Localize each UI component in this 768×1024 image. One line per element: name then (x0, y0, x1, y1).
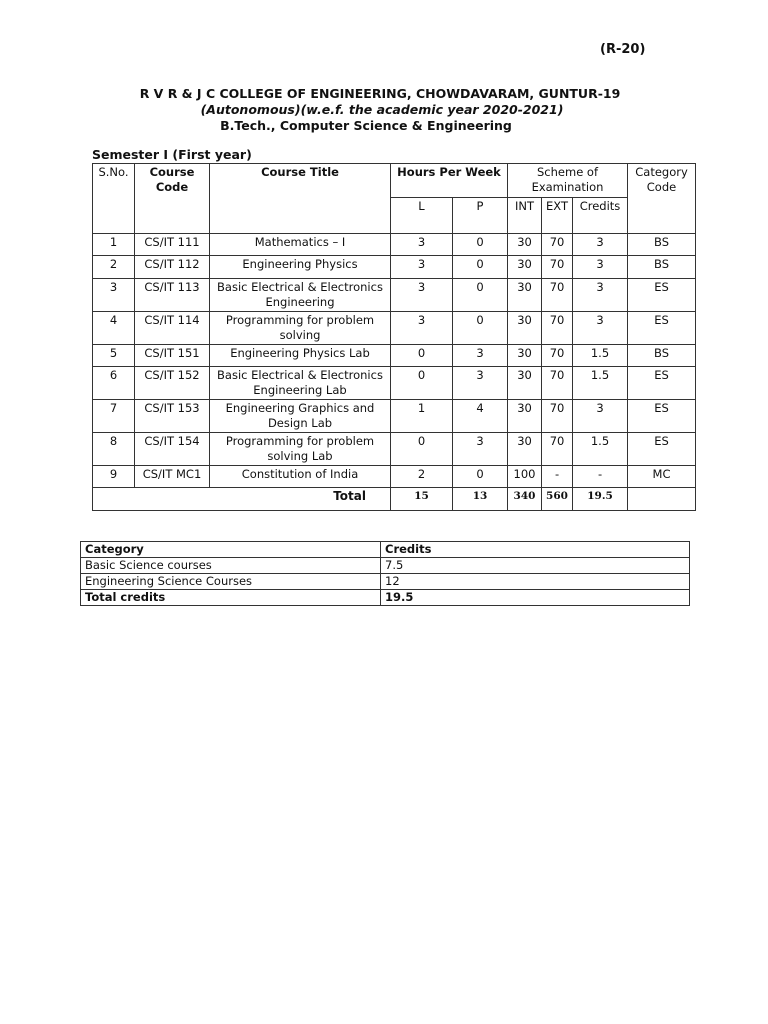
cell-p: 0 (453, 234, 508, 256)
total-ext: 560 (542, 488, 573, 511)
cell-p: 3 (453, 367, 508, 400)
cell-credits: 3 (573, 279, 628, 312)
summary-row (81, 574, 690, 590)
summary-category: Engineering Science Courses (81, 574, 381, 590)
cell-category: MC (628, 466, 696, 488)
cell-credits: 1.5 (573, 367, 628, 400)
table-row (93, 312, 696, 345)
course-table (92, 163, 696, 511)
cell-code: CS/IT 114 (135, 312, 210, 345)
credits-summary-table (80, 541, 690, 606)
cell-int: 30 (508, 234, 542, 256)
summary-header-category: Category (81, 542, 381, 558)
summary-row (81, 558, 690, 574)
cell-title: Engineering Physics Lab (210, 345, 391, 367)
cell-code: CS/IT 152 (135, 367, 210, 400)
cell-category: ES (628, 312, 696, 345)
cell-l: 2 (391, 466, 453, 488)
cell-category: ES (628, 367, 696, 400)
summary-header-credits: Credits (381, 542, 690, 558)
cell-p: 3 (453, 433, 508, 466)
summary-credits: 7.5 (381, 558, 690, 574)
total-category (628, 488, 696, 511)
cell-code: CS/IT 112 (135, 256, 210, 279)
cell-ext: 70 (542, 400, 573, 433)
semester-title: Semester I (First year) (92, 147, 252, 162)
total-label: Total (93, 488, 391, 511)
cell-l: 3 (391, 279, 453, 312)
cell-category: ES (628, 433, 696, 466)
table-row (93, 367, 696, 400)
cell-int: 30 (508, 279, 542, 312)
cell-p: 0 (453, 466, 508, 488)
summary-credits: 12 (381, 574, 690, 590)
cell-title: Constitution of India (210, 466, 391, 488)
header-category-code: Category Code (628, 164, 696, 234)
cell-title: Programming for problem solving (210, 312, 391, 345)
cell-sno: 9 (93, 466, 135, 488)
cell-int: 30 (508, 433, 542, 466)
summary-header-row (81, 542, 690, 558)
cell-ext: 70 (542, 345, 573, 367)
cell-l: 1 (391, 400, 453, 433)
cell-code: CS/IT 154 (135, 433, 210, 466)
cell-p: 0 (453, 256, 508, 279)
cell-l: 3 (391, 312, 453, 345)
cell-code: CS/IT 151 (135, 345, 210, 367)
cell-category: BS (628, 256, 696, 279)
header-course-title: Course Title (210, 164, 391, 234)
cell-l: 0 (391, 433, 453, 466)
cell-int: 30 (508, 256, 542, 279)
header-int: INT (508, 198, 542, 234)
cell-sno: 8 (93, 433, 135, 466)
cell-sno: 3 (93, 279, 135, 312)
cell-l: 3 (391, 234, 453, 256)
cell-int: 100 (508, 466, 542, 488)
cell-credits: 3 (573, 400, 628, 433)
summary-category: Basic Science courses (81, 558, 381, 574)
summary-total-credits: 19.5 (381, 590, 690, 606)
total-p: 13 (453, 488, 508, 511)
cell-code: CS/IT MC1 (135, 466, 210, 488)
summary-total-row (81, 590, 690, 606)
cell-title: Basic Electrical & Electronics Engineering (210, 279, 391, 312)
cell-ext: 70 (542, 433, 573, 466)
table-row (93, 433, 696, 466)
cell-p: 4 (453, 400, 508, 433)
summary-total-label: Total credits (81, 590, 381, 606)
cell-ext: 70 (542, 279, 573, 312)
cell-l: 3 (391, 256, 453, 279)
total-int: 340 (508, 488, 542, 511)
cell-sno: 1 (93, 234, 135, 256)
cell-ext: 70 (542, 234, 573, 256)
cell-l: 0 (391, 367, 453, 400)
table-row (93, 279, 696, 312)
regulation-label: (R-20) (600, 42, 646, 57)
cell-category: BS (628, 345, 696, 367)
cell-ext: 70 (542, 312, 573, 345)
cell-category: ES (628, 279, 696, 312)
program-name: B.Tech., Computer Science & Engineering (220, 118, 512, 133)
cell-int: 30 (508, 400, 542, 433)
cell-category: ES (628, 400, 696, 433)
cell-sno: 7 (93, 400, 135, 433)
cell-ext: - (542, 466, 573, 488)
cell-title: Engineering Graphics and Design Lab (210, 400, 391, 433)
header-ext: EXT (542, 198, 573, 234)
header-sno: S.No. (93, 164, 135, 234)
header-l: L (391, 198, 453, 234)
table-row (93, 400, 696, 433)
cell-title: Basic Electrical & Electronics Engineering Lab (210, 367, 391, 400)
cell-credits: 1.5 (573, 433, 628, 466)
cell-credits: 1.5 (573, 345, 628, 367)
header-p: P (453, 198, 508, 234)
cell-credits: - (573, 466, 628, 488)
cell-sno: 5 (93, 345, 135, 367)
cell-code: CS/IT 111 (135, 234, 210, 256)
autonomous-note: (Autonomous)(w.e.f. the academic year 2020-2021) (200, 102, 564, 117)
header-hours-per-week: Hours Per Week (391, 164, 508, 198)
cell-title: Mathematics – I (210, 234, 391, 256)
cell-p: 0 (453, 279, 508, 312)
total-credits: 19.5 (573, 488, 628, 511)
cell-code: CS/IT 153 (135, 400, 210, 433)
cell-ext: 70 (542, 256, 573, 279)
cell-credits: 3 (573, 234, 628, 256)
header-course-code: Course Code (135, 164, 210, 234)
cell-category: BS (628, 234, 696, 256)
cell-credits: 3 (573, 256, 628, 279)
header-scheme-of-examination: Scheme of Examination (508, 164, 628, 198)
cell-l: 0 (391, 345, 453, 367)
table-row (93, 234, 696, 256)
cell-credits: 3 (573, 312, 628, 345)
table-row (93, 256, 696, 279)
table-row (93, 345, 696, 367)
cell-sno: 6 (93, 367, 135, 400)
cell-title: Engineering Physics (210, 256, 391, 279)
table-row (93, 466, 696, 488)
college-name: R V R & J C COLLEGE OF ENGINEERING, CHOWDAVARAM, GUNTUR-19 (139, 86, 621, 101)
cell-sno: 2 (93, 256, 135, 279)
cell-sno: 4 (93, 312, 135, 345)
total-row (93, 488, 696, 511)
cell-ext: 70 (542, 367, 573, 400)
cell-p: 3 (453, 345, 508, 367)
cell-title: Programming for problem solving Lab (210, 433, 391, 466)
total-l: 15 (391, 488, 453, 511)
cell-code: CS/IT 113 (135, 279, 210, 312)
cell-int: 30 (508, 312, 542, 345)
cell-int: 30 (508, 345, 542, 367)
cell-p: 0 (453, 312, 508, 345)
cell-int: 30 (508, 367, 542, 400)
header-credits: Credits (573, 198, 628, 234)
